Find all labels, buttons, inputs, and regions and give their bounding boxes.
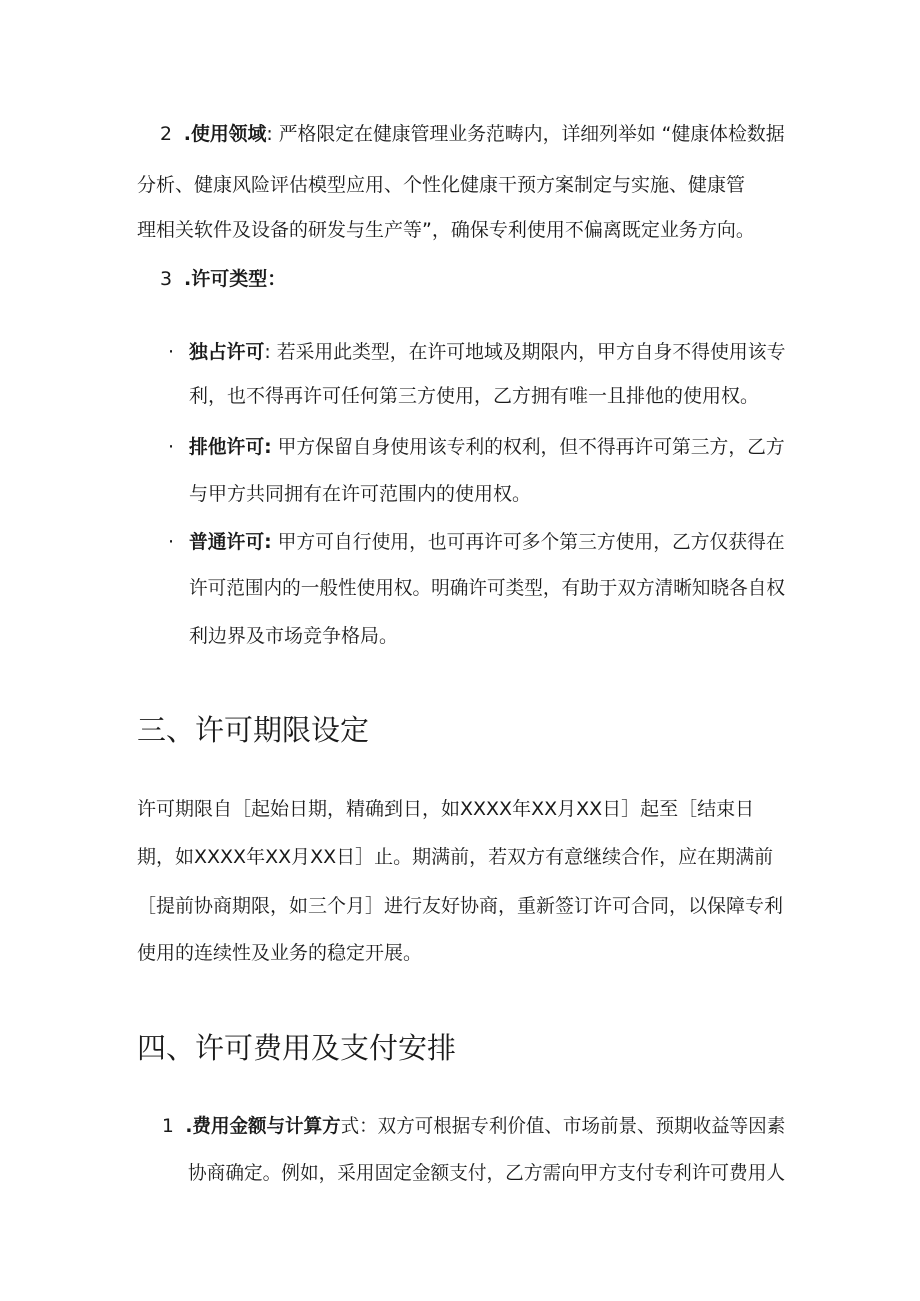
section4-heading: 四、许可费用及支付安排 [137, 1031, 457, 1065]
item3-number: 3 [160, 268, 173, 290]
bullet-exclusive-text: : 若采用此类型，在许可地域及期限内，甲方自身不得使用该专 [264, 341, 786, 363]
item2-line1 [160, 121, 785, 147]
bullet-general-line1 [189, 529, 785, 555]
bullet-exclusive-line1 [189, 339, 785, 365]
section3-line1: 许可期限自［起始日期，精确到日，如XXXX年XX月XX日］起至［结束日 [137, 798, 755, 820]
bullet-sole-label: 排他许可: [189, 436, 272, 458]
item2-number: 2 [160, 123, 172, 145]
bullet-general-line2: 许可范围内的一般性使用权。明确许可类型，有助于双方清晰知晓各自权 [189, 577, 786, 599]
section3-line2: 期，如XXXX年XX月XX日］止。期满前，若双方有意继续合作，应在期满前 [137, 846, 774, 868]
section4-item1-line1 [162, 1113, 785, 1139]
item2-label: .使用领域 [183, 123, 267, 145]
item2-line2: 分析、健康风险评估模型应用、个性化健康干预方案制定与实施、健康管 [137, 174, 746, 196]
item3-line [160, 266, 286, 292]
bullet-sole-line1 [189, 434, 785, 460]
item2-line3: 理相关软件及设备的研发与生产等”，确保专利使用不偏离既定业务方向。 [137, 219, 755, 241]
bullet-marker: · [168, 436, 175, 458]
bullet-exclusive-label: 独占许可 [189, 341, 265, 363]
bullet-marker: · [168, 531, 175, 553]
bullet-general-label: 普通许可: [189, 531, 272, 553]
item3-label: .许可类型： [184, 268, 287, 290]
bullet-general-line3: 利边界及市场竞争格局。 [189, 625, 399, 647]
section4-item1-text: 式：双方可根据专利价值、市场前景、预期收益等因素 [340, 1115, 786, 1137]
bullet-exclusive-line2: 利，也不得再许可任何第三方使用，乙方拥有唯一且排他的使用权。 [189, 385, 760, 407]
bullet-sole-line2: 与甲方共同拥有在许可范围内的使用权。 [189, 483, 532, 505]
section3-line4: 使用的连续性及业务的稳定开展。 [137, 942, 423, 964]
section3-line3: ［提前协商期限，如三个月］进行友好协商，重新签订许可合同，以保障专利 [137, 895, 784, 917]
section4-item1-number: 1 [162, 1115, 174, 1137]
item2-line1-text: : 严格限定在健康管理业务范畴内，详细列举如 “健康体检数据 [266, 123, 785, 145]
bullet-general-text: 甲方可自行使用，也可再许可多个第三方使用，乙方仅获得在 [271, 531, 785, 553]
bullet-sole-text: 甲方保留自身使用该专利的权利，但不得再许可第三方，乙方 [271, 436, 785, 458]
section4-item1-line2: 协商确定。例如，采用固定金额支付，乙方需向甲方支付专利许可费用人 [188, 1162, 786, 1184]
section3-heading: 三、许可期限设定 [137, 713, 370, 747]
bullet-marker: · [168, 341, 175, 363]
section4-item1-label: .费用金额与计算方 [185, 1115, 341, 1137]
